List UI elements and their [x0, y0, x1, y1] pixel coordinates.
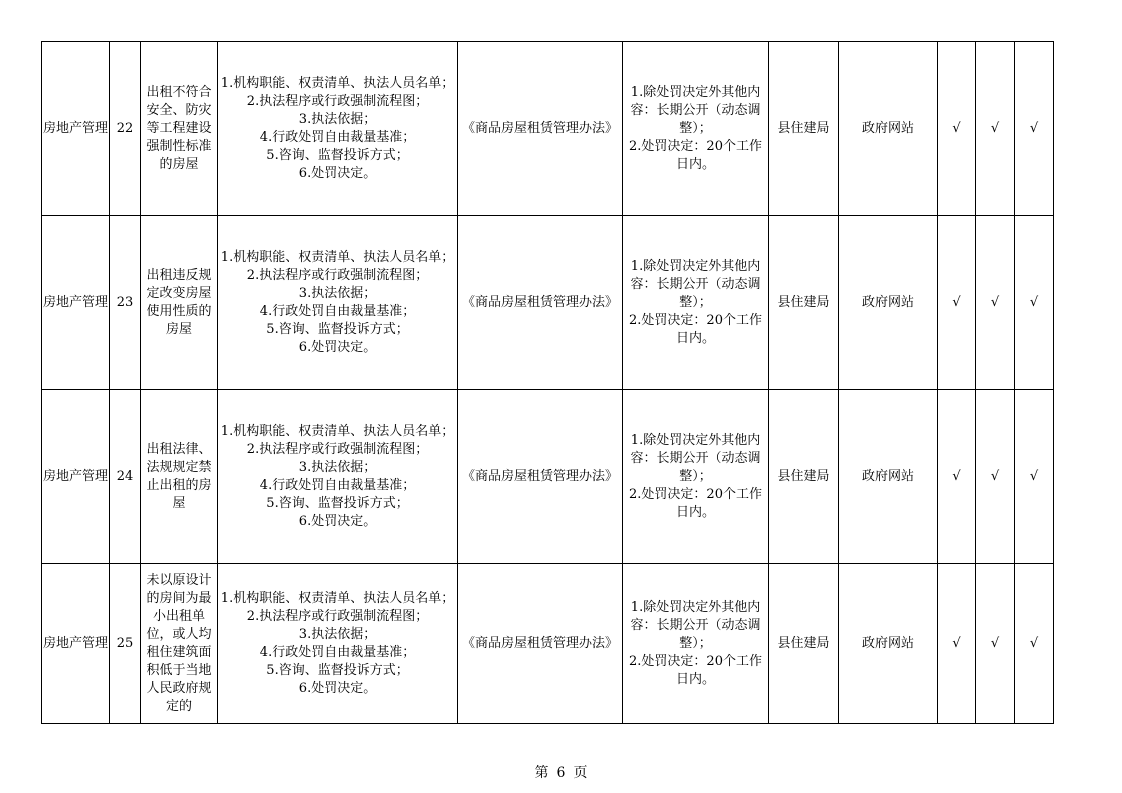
page-footer — [0, 762, 1122, 782]
agency-cell: 县住建局 — [769, 42, 839, 216]
item-cell — [141, 216, 218, 390]
content-line: 4.行政处罚自由裁量基准； — [259, 303, 416, 319]
content-line: 3.执法依据； — [298, 459, 377, 475]
timeline-line: 1.除处罚决定外其他内容：长期公开（动态调整）； — [630, 84, 761, 136]
channel-cell: 政府网站 — [839, 564, 938, 724]
check-cell: √ — [1015, 216, 1054, 390]
timeline-line: 2.处罚决定：20个工作日内。 — [629, 312, 762, 346]
content-line: 5.咨询、监督投诉方式； — [266, 147, 409, 163]
table-row — [42, 564, 1054, 724]
content-line: 6.处罚决定。 — [298, 680, 377, 696]
channel-cell: 政府网站 — [839, 42, 938, 216]
content-cell — [218, 390, 458, 564]
category-cell: 房地产管理 — [42, 390, 110, 564]
item-cell — [141, 42, 218, 216]
timeline-line: 2.处罚决定：20个工作日内。 — [629, 653, 762, 687]
agency-cell: 县住建局 — [769, 390, 839, 564]
timeline-line: 1.除处罚决定外其他内容：长期公开（动态调整）； — [630, 599, 761, 651]
check-cell: √ — [976, 216, 1015, 390]
content-line: 6.处罚决定。 — [298, 165, 377, 181]
basis-cell: 《商品房屋租赁管理办法》 — [458, 390, 623, 564]
item-text: 出租违反规定改变房屋使用性质的房屋 — [146, 267, 212, 337]
table-body — [42, 42, 1054, 724]
timeline-line: 2.处罚决定：20个工作日内。 — [629, 486, 762, 520]
content-line: 2.执法程序或行政强制流程图； — [246, 608, 429, 624]
content-line: 4.行政处罚自由裁量基准； — [259, 477, 416, 493]
content-line: 3.执法依据； — [298, 626, 377, 642]
content-cell — [218, 564, 458, 724]
basis-cell: 《商品房屋租赁管理办法》 — [458, 564, 623, 724]
check-cell: √ — [938, 564, 976, 724]
content-cell — [218, 42, 458, 216]
item-text: 未以原设计的房间为最小出租单位，或人均租住建筑面积低于当地人民政府规定的 — [146, 572, 212, 714]
table-row — [42, 390, 1054, 564]
number-cell: 25 — [110, 564, 141, 724]
agency-cell: 县住建局 — [769, 216, 839, 390]
disclosure-table — [41, 41, 1054, 724]
content-line: 4.行政处罚自由裁量基准； — [259, 129, 416, 145]
content-line: 2.执法程序或行政强制流程图； — [246, 267, 429, 283]
content-line: 6.处罚决定。 — [298, 339, 377, 355]
number-cell: 23 — [110, 216, 141, 390]
item-cell — [141, 564, 218, 724]
page-suffix: 页 — [573, 765, 588, 781]
item-text: 出租法律、法规规定禁止出租的房屋 — [146, 441, 212, 511]
content-line: 3.执法依据； — [298, 111, 377, 127]
content-line: 1.机构职能、权责清单、执法人员名单； — [220, 590, 455, 606]
check-cell: √ — [976, 42, 1015, 216]
number-cell: 24 — [110, 390, 141, 564]
item-text: 出租不符合安全、防灾等工程建设强制性标准的房屋 — [146, 84, 212, 172]
category-cell: 房地产管理 — [42, 564, 110, 724]
content-line: 5.咨询、监督投诉方式； — [266, 321, 409, 337]
content-line: 2.执法程序或行政强制流程图； — [246, 93, 429, 109]
content-line: 1.机构职能、权责清单、执法人员名单； — [220, 423, 455, 439]
channel-cell: 政府网站 — [839, 390, 938, 564]
timeline-line: 2.处罚决定：20个工作日内。 — [629, 138, 762, 172]
timeline-cell — [623, 42, 769, 216]
content-line: 5.咨询、监督投诉方式； — [266, 495, 409, 511]
number-cell: 22 — [110, 42, 141, 216]
table-row — [42, 216, 1054, 390]
timeline-cell — [623, 564, 769, 724]
category-cell: 房地产管理 — [42, 216, 110, 390]
timeline-cell — [623, 390, 769, 564]
category-cell: 房地产管理 — [42, 42, 110, 216]
table-row — [42, 42, 1054, 216]
check-cell: √ — [938, 42, 976, 216]
check-cell: √ — [1015, 390, 1054, 564]
content-line: 4.行政处罚自由裁量基准； — [259, 644, 416, 660]
page-number: 6 — [556, 765, 566, 781]
check-cell: √ — [976, 564, 1015, 724]
timeline-line: 1.除处罚决定外其他内容：长期公开（动态调整）； — [630, 258, 761, 310]
basis-cell: 《商品房屋租赁管理办法》 — [458, 216, 623, 390]
check-cell: √ — [1015, 42, 1054, 216]
check-cell: √ — [1015, 564, 1054, 724]
item-cell — [141, 390, 218, 564]
timeline-cell — [623, 216, 769, 390]
check-cell: √ — [938, 390, 976, 564]
content-cell — [218, 216, 458, 390]
content-line: 2.执法程序或行政强制流程图； — [246, 441, 429, 457]
basis-cell: 《商品房屋租赁管理办法》 — [458, 42, 623, 216]
content-line: 3.执法依据； — [298, 285, 377, 301]
agency-cell: 县住建局 — [769, 564, 839, 724]
content-line: 6.处罚决定。 — [298, 513, 377, 529]
page-prefix: 第 — [534, 765, 549, 781]
check-cell: √ — [976, 390, 1015, 564]
content-line: 1.机构职能、权责清单、执法人员名单； — [220, 75, 455, 91]
timeline-line: 1.除处罚决定外其他内容：长期公开（动态调整）； — [630, 432, 761, 484]
content-line: 1.机构职能、权责清单、执法人员名单； — [220, 249, 455, 265]
check-cell: √ — [938, 216, 976, 390]
content-line: 5.咨询、监督投诉方式； — [266, 662, 409, 678]
channel-cell: 政府网站 — [839, 216, 938, 390]
